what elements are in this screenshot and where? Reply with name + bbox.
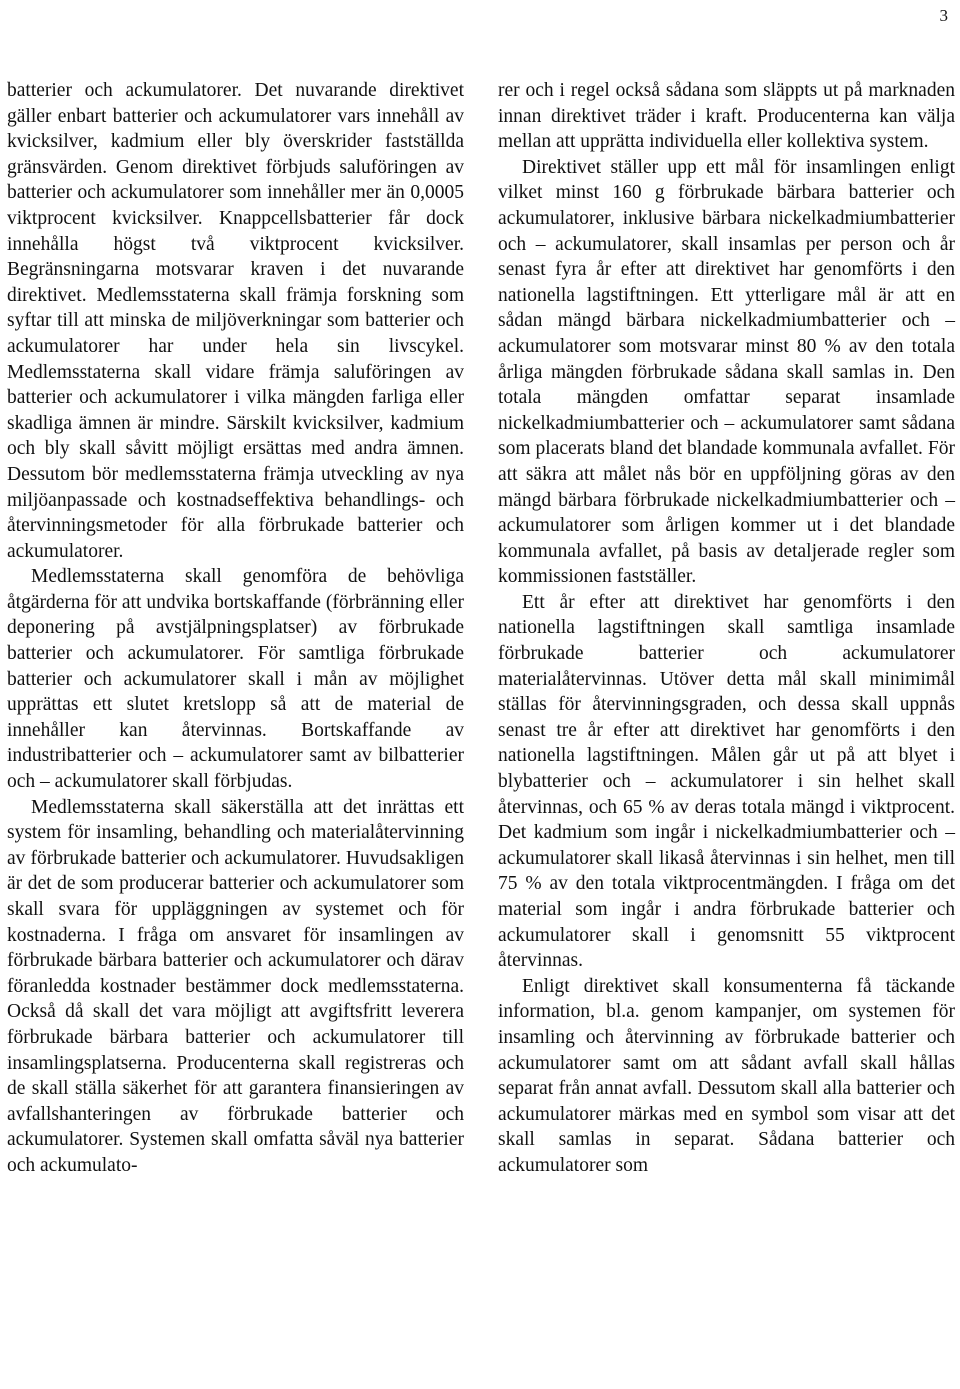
paragraph: Medlemsstaterna skall säkerställa att det inrättas ett system för insamling, behandling och materialåtervinning av förbrukade batterier och ackumulatorer. Huvudsakligen är det de som producerar batterier och ackumulatorer som skall svara för uppläggningen av systemet och för kostnaderna. I fråga om ansvaret för insamlingen av förbrukade bärbara batterier och ackumulatorer och därav föranledda kostnader bestämmer dock medlemsstaterna. Också då skall det vara möjligt att avgiftsfritt leverera förbrukade bärbara batterier och ackumulatorer till insamlingsplatserna. Producenterna skall registreras och de skall ställa säkerhet för att garantera finansieringen av avfallshanteringen av förbrukade batterier och ackumulatorer. Systemen skall omfatta såväl nya batterier och ackumulato-: [7, 796, 464, 1176]
left-column: [7, 78, 464, 1179]
paragraph: batterier och ackumulatorer. Det nuvarande direktivet gäller enbart batterier och ackumulatorer vars innehåll av kvicksilver, kadmium eller bly överskrider fastställda gränsvärden. Genom direktivet förbjuds saluföringen av batterier och ackumulatorer som innehåller mer än 0,0005 viktprocent kvicksilver. Knappcellsbatterier får dock innehålla högst två viktprocent kvicksilver. Begränsningarna motsvarar kraven i det nuvarande direktivet. Medlemsstaterna skall främja forskning som syftar till att minska de miljöverkningar som batterier och ackumulatorer har under hela sin livscykel. Medlemsstaterna skall vidare främja saluföringen av batterier och ackumulatorer i vilka mängden farliga eller skadliga ämnen är mindre. Särskilt kvicksilver, kadmium och bly skall såvitt möjligt ersättas med andra ämnen. Dessutom bör medlemsstaterna främja utveckling av nya miljöanpassade och kostnadseffektiva behandlings- och återvinningsmetoder för alla förbrukade batterier och ackumulatorer.: [7, 80, 464, 562]
paragraph: Enligt direktivet skall konsumenterna få täckande information, bl.a. genom kampanjer, om systemen för insamling och återvinning av förbrukade batterier och ackumulatorer samt om att sådant avfall skall hållas separat från annat avfall. Dessutom skall alla batterier och ackumulatorer märkas med en symbol som visar att det skall samlas in separat. Sådana batterier och ackumulatorer som: [498, 975, 955, 1176]
paragraph: Medlemsstaterna skall genomföra de behövliga åtgärderna för att undvika bortskaffande (förbränning eller deponering på avstjälpningsplatser) av förbrukade batterier och ackumulatorer. För samtliga förbrukade batterier och ackumulatorer skall i mån av möjlighet upprättas ett slutet kretslopp så att de material de innehåller kan återvinnas. Bortskaffande av industribatterier och – ackumulatorer samt av bilbatterier och – ackumulatorer skall förbjudas.: [7, 566, 464, 793]
paragraph: Direktivet ställer upp ett mål för insamlingen enligt vilket minst 160 g förbrukade bärbara batterier och ackumulatorer, inklusive bärbara nickelkadmiumbatterier och – ackumulatorer, skall insamlas per person och år senast fyra år efter att direktivet har genomförts i den nationella lagstiftningen. Ett ytterligare mål är att en sådan mängd bärbara nickelkadmiumbatterier och – ackumulatorer som motsvarar minst 80 % av den totala årliga mängden förbrukade sådana skall samlas in. Den totala mängden omfattar separat insamlade nickelkadmiumbatterier och – ackumulatorer samt sådana som placerats bland det blandade kommunala avfallet. För att säkra att målet nås bör en uppföljning göras av den mängd bärbara förbrukade nickelkadmiumbatterier och – ackumulatorer som årligen kommer ut i det blandade kommunala avfallet, på basis av detaljerade regler som kommissionen fastställer.: [498, 156, 955, 588]
paragraph: rer och i regel också sådana som släppts ut på marknaden innan direktivet träder i kraft. Producenterna kan välja mellan att upprätta individuella eller kollektiva system.: [498, 80, 955, 153]
right-column: [498, 78, 955, 1179]
paragraph: Ett år efter att direktivet har genomförts i den nationella lagstiftningen skall samtliga insamlade förbrukade batterier och ackumulatorer materialåtervinnas. Utöver detta mål skall minimimål ställas för återvinningsgraden, och dessa skall uppnås senast tre år efter att direktivet har genomförts i den nationella lagstiftningen. Målen går ut på att blyet i blybatterier och – ackumulatorer i sin helhet skall återvinnas, och 65 % av deras totala mängd i viktprocent. Det kadmium som ingår i nickelkadmiumbatterier och – ackumulatorer skall likaså återvinnas i sin helhet, men till 75 % av den totala viktprocentmängden. I fråga om det material som ingår i andra förbrukade batterier och ackumulatorer skall i genomsnitt 55 viktprocent återvinnas.: [498, 591, 955, 972]
page-number: 3: [939, 6, 948, 25]
